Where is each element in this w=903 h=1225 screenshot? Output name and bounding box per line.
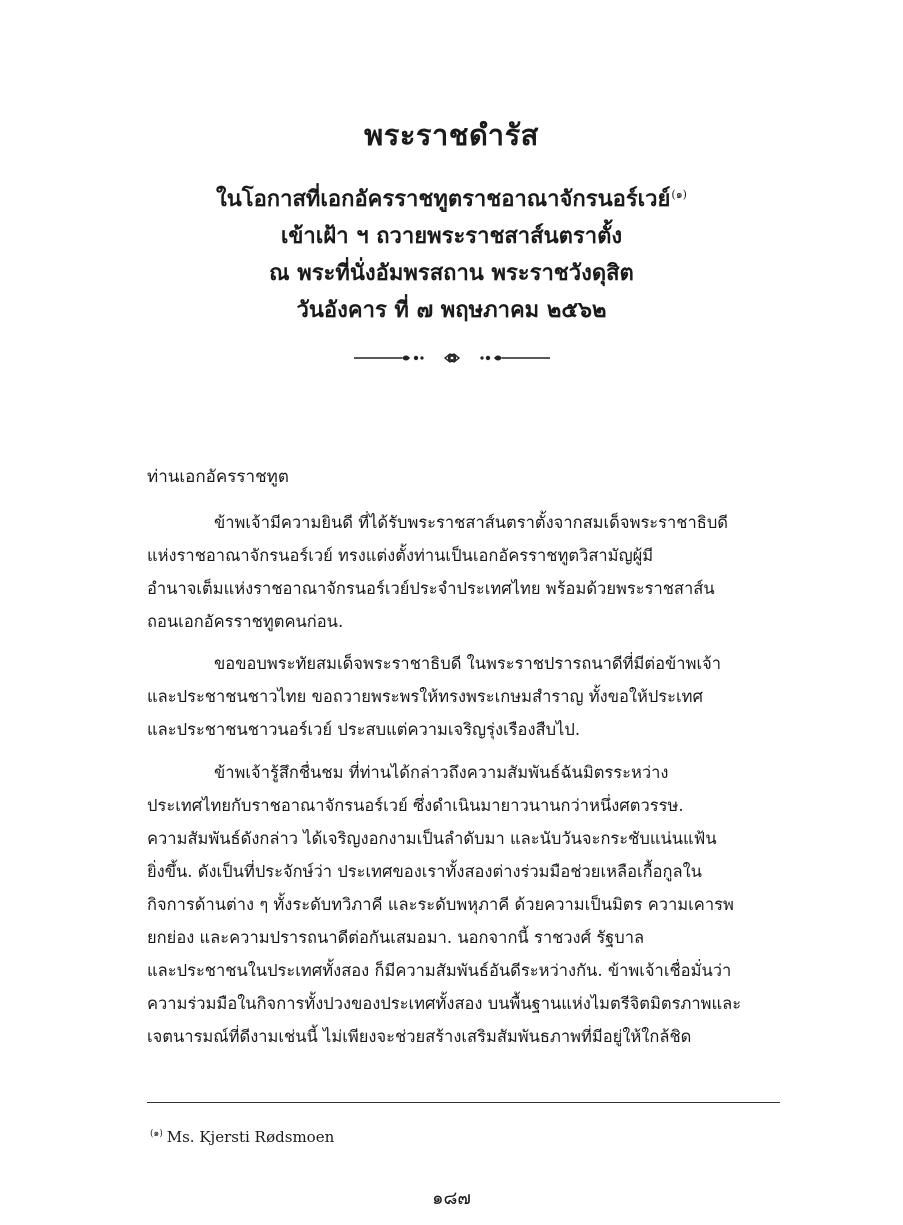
paragraph-line: ข้าพเจ้ารู้สึกชื่นชม ที่ท่านได้กล่าวถึงความสัมพันธ์ฉันมิตรระหว่าง [214, 763, 669, 782]
paragraph-line: ยิ่งขึ้น. ดังเป็นที่ประจักษ์ว่า ประเทศของเราทั้งสองต่างร่วมมือช่วยเหลือเกื้อกูลใน [147, 862, 702, 881]
paragraph-line: และประชาชนชาวนอร์เวย์ ประสบแต่ความเจริญรุ่งเรืองสืบไป. [147, 720, 581, 739]
paragraph-line: ถอนเอกอัครราชทูตคนก่อน. [147, 612, 344, 631]
paragraph-line: และประชาชนในประเทศทั้งสอง ก็มีความสัมพันธ์อันดีระหว่างกัน. ข้าพเจ้าเชื่อมั่นว่า [147, 961, 732, 980]
subtitle-line-1-text: ในโอกาสที่เอกอัครราชทูตราชอาณาจักรนอร์เวย์ [216, 186, 671, 212]
footnote-reference: (๑) [671, 187, 687, 201]
paragraph-line: กิจการด้านต่าง ๆ ทั้งระดับทวิภาคี และระดับพหุภาคี ด้วยความเป็นมิตร ความเคารพ [147, 895, 734, 914]
paragraph-line: ความร่วมมือในกิจการทั้งปวงของประเทศทั้งสอง บนพื้นฐานแห่งไมตรีจิตมิตรภาพและ [147, 994, 742, 1013]
footnote-marker: (๑) [150, 1129, 163, 1139]
subtitle-line-2: เข้าเฝ้า ฯ ถวายพระราชสาส์นตราตั้ง [280, 223, 623, 249]
salutation: ท่านเอกอัครราชทูต [147, 467, 289, 487]
footnote-text: Ms. Kjersti Rødsmoen [166, 1128, 335, 1146]
page-number: ๑๘๗ [432, 1188, 471, 1209]
paragraph-line: ประเทศไทยกับราชอาณาจักรนอร์เวย์ ซึ่งดำเนินมายาวนานกว่าหนึ่งศตวรรษ. [147, 796, 684, 815]
paragraph-1 [147, 506, 780, 638]
subtitle-line-1 [0, 181, 903, 216]
subtitle-line-3: ณ พระที่นั่งอัมพรสถาน พระราชวังดุสิต [269, 260, 634, 286]
paragraph-line: ขอขอบพระทัยสมเด็จพระราชาธิบดี ในพระราชปรารถนาดีที่มีต่อข้าพเจ้า [214, 654, 722, 673]
paragraph-3 [147, 756, 780, 1053]
paragraph-2 [147, 647, 780, 746]
ornament-divider-icon [350, 347, 554, 369]
footnote-separator [147, 1102, 780, 1103]
paragraph-line: แห่งราชอาณาจักรนอร์เวย์ ทรงแต่งตั้งท่านเป็นเอกอัครราชทูตวิสามัญผู้มี [147, 546, 654, 565]
page-title: พระราชดำรัส [364, 118, 539, 152]
paragraph-line: ความสัมพันธ์ดังกล่าว ได้เจริญงอกงามเป็นลำดับมา และนับวันจะกระชับแน่นแฟ้น [147, 829, 717, 848]
subtitle-line-4: วันอังคาร ที่ ๗ พฤษภาคม ๒๕๖๒ [296, 297, 607, 323]
paragraph-line: อำนาจเต็มแห่งราชอาณาจักรนอร์เวย์ประจำประเทศไทย พร้อมด้วยพระราชสาส์น [147, 579, 715, 598]
paragraph-line: และประชาชนชาวไทย ขอถวายพระพรให้ทรงพระเกษมสำราญ ทั้งขอให้ประเทศ [147, 687, 704, 706]
paragraph-line: เจตนารมณ์ที่ดีงามเช่นนี้ ไม่เพียงจะช่วยสร้างเสริมสัมพันธภาพที่มีอยู่ให้ใกล้ชิด [147, 1027, 692, 1046]
footnote [150, 1126, 334, 1146]
paragraph-line: ยกย่อง และความปรารถนาดีต่อกันเสมอมา. นอกจากนี้ ราชวงศ์ รัฐบาล [147, 928, 645, 947]
paragraph-line: ข้าพเจ้ามีความยินดี ที่ได้รับพระราชสาส์นตราตั้งจากสมเด็จพระราชาธิบดี [214, 513, 729, 532]
